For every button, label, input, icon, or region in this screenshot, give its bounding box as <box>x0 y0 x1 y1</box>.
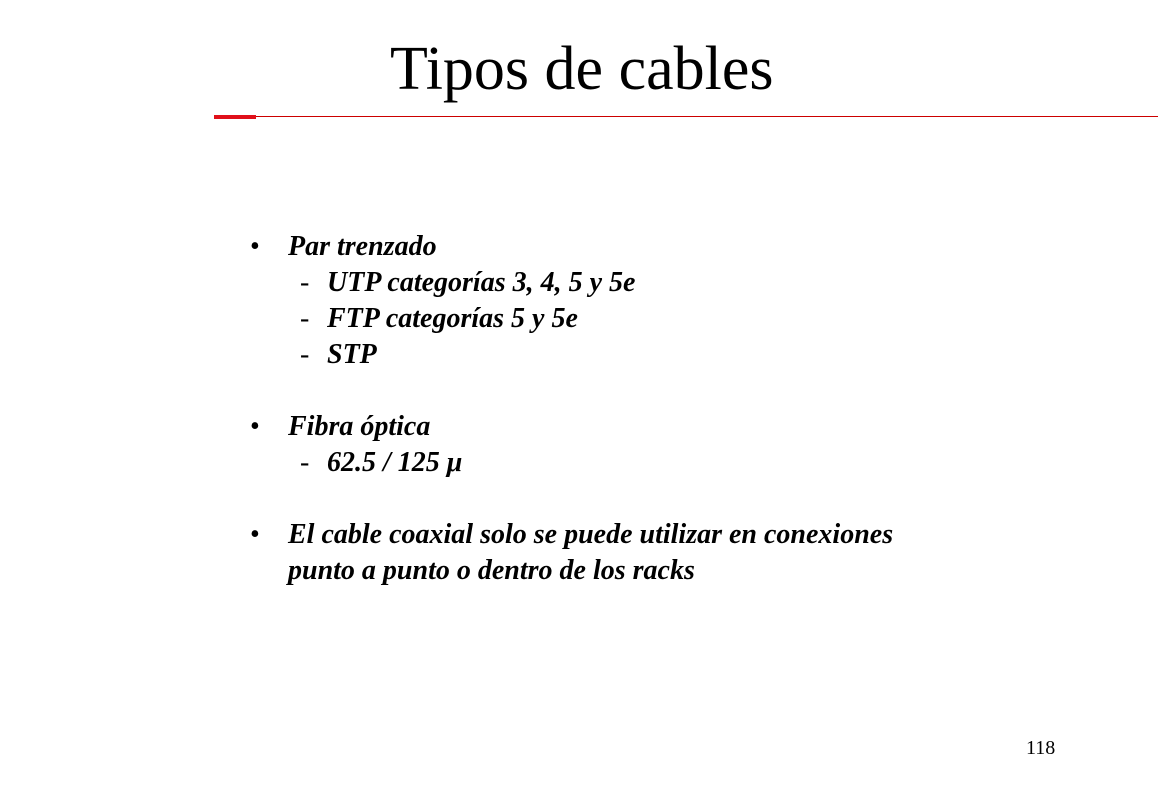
sub-marker: - <box>300 267 310 298</box>
page-number: 118 <box>1026 737 1056 759</box>
bullet-marker: • <box>250 411 260 442</box>
spacer <box>250 373 1130 409</box>
sub-text: FTP categorías 5 y 5e <box>327 303 578 334</box>
bullet-text: Par trenzado <box>288 231 437 262</box>
bullet-list <box>250 229 1130 589</box>
sub-text: STP <box>327 339 377 370</box>
sub-item-fiber-spec <box>250 445 1130 481</box>
title-underline <box>214 116 1158 117</box>
sub-item-utp <box>250 265 1130 301</box>
sub-item-stp <box>250 337 1130 373</box>
bullet-marker: • <box>250 519 260 550</box>
sub-text: UTP categorías 3, 4, 5 y 5e <box>327 267 636 298</box>
bullet-item-coaxial-continued <box>250 553 1130 589</box>
sub-marker: - <box>300 303 310 334</box>
sub-marker: - <box>300 447 310 478</box>
spacer <box>250 481 1130 517</box>
bullet-text-line-1: El cable coaxial solo se puede utilizar en conexiones <box>288 519 894 550</box>
bullet-text-line-2: punto a punto o dentro de los racks <box>288 555 695 586</box>
sub-marker: - <box>300 339 310 370</box>
sub-item-ftp <box>250 301 1130 337</box>
bullet-item-fibra-optica <box>250 409 1130 445</box>
bullet-text: Fibra óptica <box>288 411 431 442</box>
bullet-item-par-trenzado <box>250 229 1130 265</box>
title-accent-bar <box>214 115 256 119</box>
bullet-item-coaxial <box>250 517 1130 553</box>
sub-text: 62.5 / 125 μ <box>327 447 463 478</box>
bullet-marker: • <box>250 231 260 262</box>
slide-title: Tipos de cables <box>390 35 774 103</box>
